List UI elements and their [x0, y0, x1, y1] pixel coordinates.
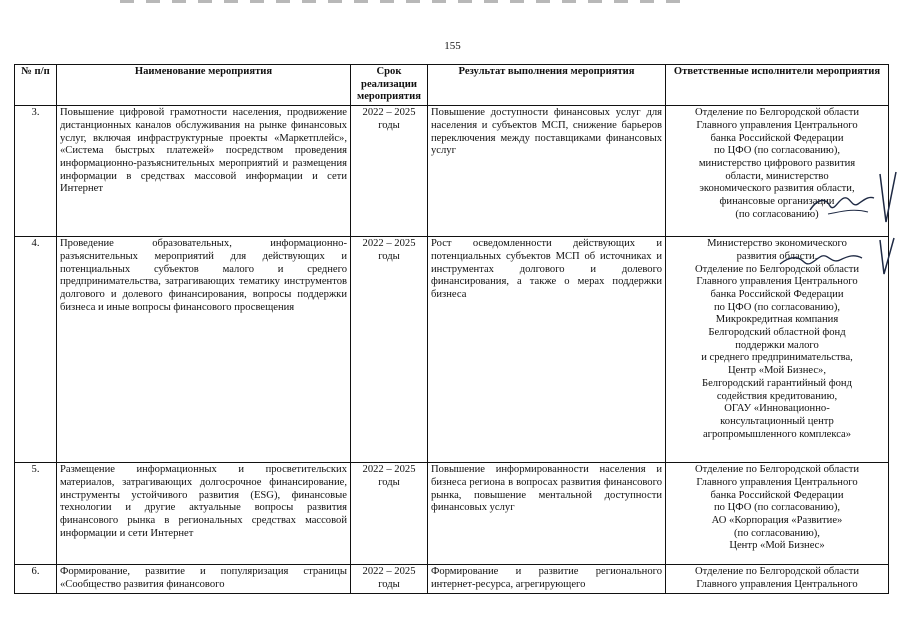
measure-name: Повышение цифровой грамотности населения, продвижение дистанционных каналов обслуживания на рынке финансовых услуг, включая инфраструктурные проекты «Маркетплейс», «Система быстрых платежей» посредством проведения информационно-разъяснительных мероприятий и размещения информации в средствах массовой информации и сети Интернет: [57, 106, 351, 237]
responsible-line: Центр «Мой Бизнес»,: [727, 365, 826, 377]
responsible-line: и среднего предпринимательства,: [701, 352, 853, 364]
responsible-line: Отделение по Белгородской области: [695, 107, 859, 119]
measure-term: 2022 – 2025 годы: [351, 565, 428, 593]
measure-responsible: [666, 463, 889, 565]
responsible-line: Центр «Мой Бизнес»: [729, 540, 825, 552]
responsible-line: ОГАУ «Инновационно-: [724, 403, 830, 415]
measure-name: Формирование, развитие и популяризация страницы «Сообщество развития финансового: [57, 565, 351, 593]
measure-result: Повышение доступности финансовых услуг для населения и субъектов МСП, снижение барьеров переключения между поставщиками финансовых услуг: [428, 106, 666, 237]
table-row: [15, 565, 889, 593]
measure-responsible: [666, 565, 889, 593]
table-row: [15, 237, 889, 463]
responsible-line: финансовые организации: [719, 196, 835, 208]
responsible-line: банка Российской Федерации: [710, 288, 844, 300]
responsible-line: по ЦФО (по согласованию),: [714, 145, 840, 157]
responsible-line: банка Российской Федерации: [710, 132, 844, 144]
measure-name: Проведение образовательных, информационно-разъяснительных мероприятий для действующих и потенциальных субъектов малого и среднего предпринимательства, затрагивающих тематику инструментов долгового и долевого финансирования, вопросы поддержки бизнеса и иные вопросы финансового просвещения: [57, 237, 351, 463]
responsible-line: Отделение по Белгородской области: [695, 263, 859, 275]
responsible-line: Главного управления Центрального: [696, 476, 858, 488]
measure-term: 2022 – 2025 годы: [351, 106, 428, 237]
measure-name: Размещение информационных и просветительских материалов, затрагивающих долгосрочное финансирование, инструменты устойчивого развития (ESG), финансовые технологии и другие актуальные вопросы развития финансового рынка в региональных средствах массовой информации и сети Интернет: [57, 463, 351, 565]
responsible-line: развития области,: [736, 250, 818, 262]
responsible-line: Отделение по Белгородской области: [695, 464, 859, 476]
header-result: Результат выполнения мероприятия: [428, 65, 666, 106]
responsible-line: Главного управления Центрального: [696, 119, 858, 131]
measure-result: Повышение информированности населения и бизнеса региона в вопросах развития финансового рынка, повышение ментальной доступности финансовых услуг: [428, 463, 666, 565]
measure-result: Формирование и развитие регионального интернет-ресурса, агрегирующего: [428, 565, 666, 593]
measure-responsible: [666, 237, 889, 463]
responsible-line: Микрокредитная компания: [715, 314, 839, 326]
table-row: [15, 463, 889, 565]
header-responsible: Ответственные исполнители мероприятия: [666, 65, 889, 106]
responsible-line: (по согласованию),: [734, 527, 820, 539]
responsible-line: Отделение по Белгородской области: [695, 566, 859, 578]
responsible-line: Главного управления Центрального: [696, 276, 858, 288]
row-number: 3.: [15, 106, 57, 237]
responsible-line: банка Российской Федерации: [710, 489, 844, 501]
scan-edge-artifact: [120, 0, 680, 3]
row-number: 6.: [15, 565, 57, 593]
responsible-line: (по согласованию): [735, 208, 819, 220]
row-number: 5.: [15, 463, 57, 565]
responsible-line: консультационный центр: [720, 415, 834, 427]
responsible-line: агропромышленного комплекса»: [702, 428, 852, 440]
page-number: 155: [444, 40, 461, 52]
responsible-line: Белгородский областной фонд: [708, 327, 846, 339]
responsible-line: содействия кредитованию,: [716, 390, 838, 402]
responsible-line: по ЦФО (по согласованию),: [714, 502, 840, 514]
measures-table: [14, 64, 889, 594]
responsible-line: АО «Корпорация «Развитие»: [711, 514, 843, 526]
responsible-line: области, министерство: [725, 170, 829, 182]
responsible-line: экономического развития области,: [699, 183, 855, 195]
responsible-line: Белгородский гарантийный фонд: [702, 377, 852, 389]
measure-responsible: [666, 106, 889, 237]
responsible-line: министерство цифрового развития: [698, 157, 856, 169]
responsible-line: по ЦФО (по согласованию),: [714, 301, 840, 313]
responsible-line: Главного управления Центрального: [696, 578, 858, 590]
measure-term: 2022 – 2025 годы: [351, 463, 428, 565]
header-name: Наименование мероприятия: [57, 65, 351, 106]
header-num: № п/п: [15, 65, 57, 106]
table-header-row: [15, 65, 889, 106]
table-row: [15, 106, 889, 237]
measure-result: Рост осведомленности действующих и потенциальных субъектов МСП об источниках и инструментах долгового и долевого финансирования, а также о мерах поддержки бизнеса: [428, 237, 666, 463]
responsible-line: поддержки малого: [735, 339, 819, 351]
header-term: Срок реализации мероприятия: [351, 65, 428, 106]
row-number: 4.: [15, 237, 57, 463]
responsible-line: Министерство экономического: [707, 238, 847, 250]
measure-term: 2022 – 2025 годы: [351, 237, 428, 463]
